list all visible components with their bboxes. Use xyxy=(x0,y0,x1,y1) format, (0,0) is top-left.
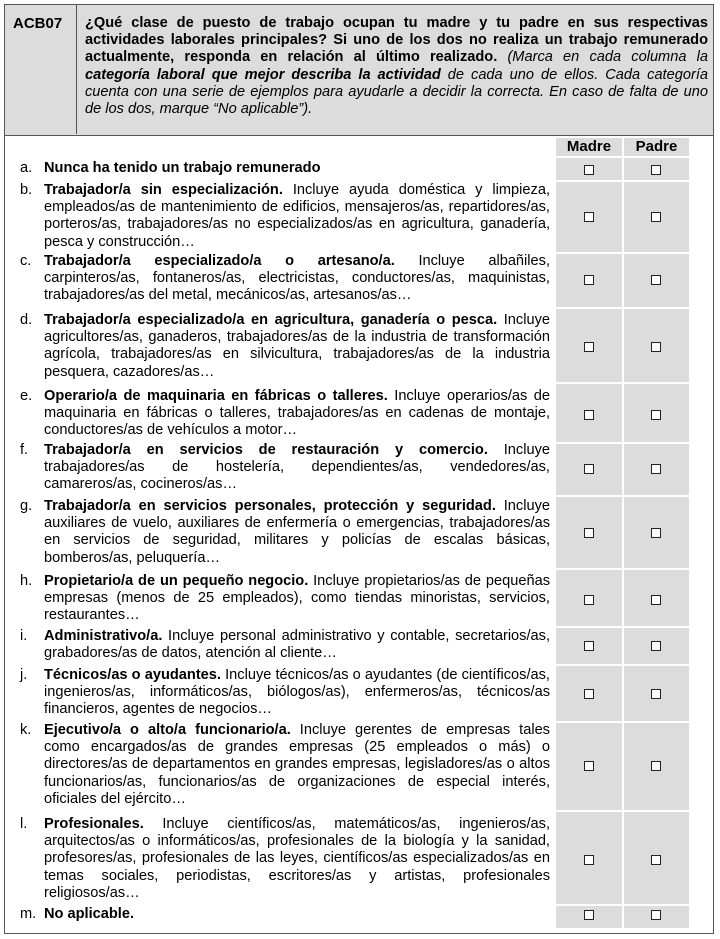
mother-checkbox[interactable] xyxy=(584,855,594,865)
father-checkbox[interactable] xyxy=(651,275,661,285)
option-row xyxy=(20,628,550,664)
option-row xyxy=(20,160,550,180)
instruction-part-1: (Marca en cada columna la xyxy=(497,49,708,66)
option-description: Incluye gerentes de empresas tales como encargados/as de grandes empresas (25 empleados o más) o directores/as de departamentos en grandes empresas, legisladores/as o altos funcionarios/as, funcionarios/as de organizaciones de especial interés, oficiales del ejército… xyxy=(44,722,550,807)
option-letter: d. xyxy=(20,312,33,328)
option-row xyxy=(20,442,550,495)
option-text xyxy=(44,498,550,567)
row-separator xyxy=(556,180,689,182)
option-row xyxy=(20,722,550,810)
mother-checkbox[interactable] xyxy=(584,275,594,285)
question-header xyxy=(4,4,714,136)
option-letter: l. xyxy=(20,816,28,832)
option-letter: k. xyxy=(20,722,32,738)
option-text xyxy=(44,628,550,662)
option-row xyxy=(20,667,550,721)
option-letter: a. xyxy=(20,160,33,176)
father-checkbox[interactable] xyxy=(651,595,661,605)
question-main: ¿Qué clase de puesto de trabajo ocupan tu madre y tu padre en sus respectivas actividades laborales principales? Si uno de los dos no realiza un trabajo remunerado actualmente, responda en relación al último realizado. xyxy=(85,15,708,66)
question-text xyxy=(85,15,708,118)
mother-checkbox[interactable] xyxy=(584,595,594,605)
father-checkbox[interactable] xyxy=(651,855,661,865)
column-mother xyxy=(556,158,622,928)
mother-checkbox[interactable] xyxy=(584,464,594,474)
option-label: Administrativo/a. xyxy=(44,628,163,644)
option-text xyxy=(44,160,550,177)
option-label: Nunca ha tenido un trabajo remunerado xyxy=(44,160,321,176)
option-label: Ejecutivo/a o alto/a funcionario/a. xyxy=(44,722,291,738)
mother-checkbox[interactable] xyxy=(584,165,594,175)
question-code: ACB07 xyxy=(5,5,77,134)
instruction-emphasis: categoría laboral que mejor describa la actividad xyxy=(85,66,441,83)
mother-checkbox[interactable] xyxy=(584,410,594,420)
row-separator xyxy=(556,721,689,723)
option-letter: j. xyxy=(20,667,28,683)
option-text xyxy=(44,312,550,381)
option-letter: g. xyxy=(20,498,33,514)
row-separator xyxy=(556,626,689,628)
row-separator xyxy=(556,495,689,497)
row-separator xyxy=(556,252,689,254)
option-description: Incluye personal administrativo y contable, secretarios/as, grabadores/as de datos, atención al cliente… xyxy=(44,628,550,662)
option-row xyxy=(20,253,550,307)
option-label: Profesionales. xyxy=(44,816,144,832)
father-checkbox[interactable] xyxy=(651,464,661,474)
row-separator xyxy=(556,382,689,384)
option-row xyxy=(20,312,550,382)
option-row xyxy=(20,498,550,568)
option-description: Incluye propietarios/as de pequeñas empresas (menos de 25 empleados), como tiendas minoristas, servicios, restaurantes… xyxy=(44,573,550,624)
option-letter: f. xyxy=(20,442,29,458)
option-text xyxy=(44,816,550,902)
option-row xyxy=(20,816,550,904)
mother-checkbox[interactable] xyxy=(584,910,594,920)
father-checkbox[interactable] xyxy=(651,689,661,699)
mother-checkbox[interactable] xyxy=(584,761,594,771)
option-description: Incluye trabajadores/as de hostelería, dependientes/as, vendedores/as, camareros/as, cocineros/as… xyxy=(44,442,550,493)
option-label: Trabajador/a especializado/a o artesano/a. xyxy=(44,253,395,269)
column-header-father: Padre xyxy=(624,138,689,156)
row-separator xyxy=(556,307,689,309)
option-row xyxy=(20,388,550,442)
instruction-part-2: de cada uno de ellos. Cada categoría cuenta con una serie de ejemplos para ayudarle a decidir la correcta. En caso de falta de uno de los dos, marque “No aplicable”). xyxy=(85,66,708,118)
option-row xyxy=(20,906,550,924)
father-checkbox[interactable] xyxy=(651,641,661,651)
option-text xyxy=(44,442,550,494)
mother-checkbox[interactable] xyxy=(584,528,594,538)
father-checkbox[interactable] xyxy=(651,410,661,420)
option-row xyxy=(20,182,550,252)
option-label: Trabajador/a especializado/a en agricultura, ganadería o pesca. xyxy=(44,312,498,328)
option-label: Trabajador/a sin especialización. xyxy=(44,182,283,198)
option-letter: i. xyxy=(20,628,28,644)
father-checkbox[interactable] xyxy=(651,342,661,352)
option-text xyxy=(44,253,550,305)
father-checkbox[interactable] xyxy=(651,212,661,222)
option-label: Trabajador/a en servicios personales, protección y seguridad. xyxy=(44,498,496,514)
mother-checkbox[interactable] xyxy=(584,342,594,352)
option-description: Incluye auxiliares de vuelo, auxiliares de enfermería o emergencias, trabajadores/as en servicios de seguridad, militares y policías de escalas básicas, bomberos/as, peluquería… xyxy=(44,498,550,566)
option-letter: c. xyxy=(20,253,32,269)
mother-checkbox[interactable] xyxy=(584,212,594,222)
father-checkbox[interactable] xyxy=(651,528,661,538)
option-text xyxy=(44,667,550,719)
option-description: Incluye agricultores/as, ganaderos, trabajadores/as de la industria de transformación agrícola, trabajadores/as en silvicultura, trabajadores/as de la industria pesquera, cazadores/as… xyxy=(44,312,550,380)
option-description: Incluye técnicos/as o ayudantes (de científicos/as, ingenieros/as, informáticos/as, biólogos/as), enfermeros/as, técnicos/as financieros, agentes de negocios… xyxy=(44,667,550,718)
option-text xyxy=(44,573,550,625)
option-text xyxy=(44,906,550,923)
option-label: Trabajador/a en servicios de restauración y comercio. xyxy=(44,442,488,458)
option-text xyxy=(44,182,550,251)
mother-checkbox[interactable] xyxy=(584,641,594,651)
father-checkbox[interactable] xyxy=(651,165,661,175)
option-text xyxy=(44,388,550,440)
option-label: Propietario/a de un pequeño negocio. xyxy=(44,573,309,589)
column-header-mother: Madre xyxy=(556,138,622,156)
option-label: Operario/a de maquinaria en fábricas o talleres. xyxy=(44,388,388,404)
column-father xyxy=(624,158,689,928)
father-checkbox[interactable] xyxy=(651,910,661,920)
option-label: Técnicos/as o ayudantes. xyxy=(44,667,221,683)
mother-checkbox[interactable] xyxy=(584,689,594,699)
row-separator xyxy=(556,568,689,570)
option-description: Incluye albañiles, carpinteros/as, fontaneros/as, electricistas, conductores/as, maquinistas, trabajadores/as del metal, mecánicos/as, artesanos/as… xyxy=(44,253,550,304)
row-separator xyxy=(556,442,689,444)
option-letter: e. xyxy=(20,388,33,404)
option-row xyxy=(20,573,550,626)
option-letter: m. xyxy=(20,906,37,922)
option-description: Incluye ayuda doméstica y limpieza, empleados/as de mantenimiento de edificios, mensajeros/as, repartidores/as, porteros/as, trabajadores/as no especializados/as en agricultura, ganadería, pesca y construcción… xyxy=(44,182,551,250)
row-separator xyxy=(556,904,689,906)
option-label: No aplicable. xyxy=(44,906,135,922)
father-checkbox[interactable] xyxy=(651,761,661,771)
option-description: Incluye científicos/as, matemáticos/as, ingenieros/as, arquitectos/as o informáticos/as, profesionales de la biología y la sanidad, profesores/as, profesionales de las leyes, científicos/as especializados/as en temas sociales, periodistas, escritores/as y artistas, profesionales religiosos/as… xyxy=(44,816,550,901)
option-description: Incluye operarios/as de maquinaria en fábricas o talleres, trabajadores/as en cadenas de montaje, conductores/as de vehículos a motor… xyxy=(44,388,550,439)
row-separator xyxy=(556,810,689,812)
option-letter: b. xyxy=(20,182,33,198)
option-text xyxy=(44,722,550,808)
option-letter: h. xyxy=(20,573,33,589)
row-separator xyxy=(556,664,689,666)
